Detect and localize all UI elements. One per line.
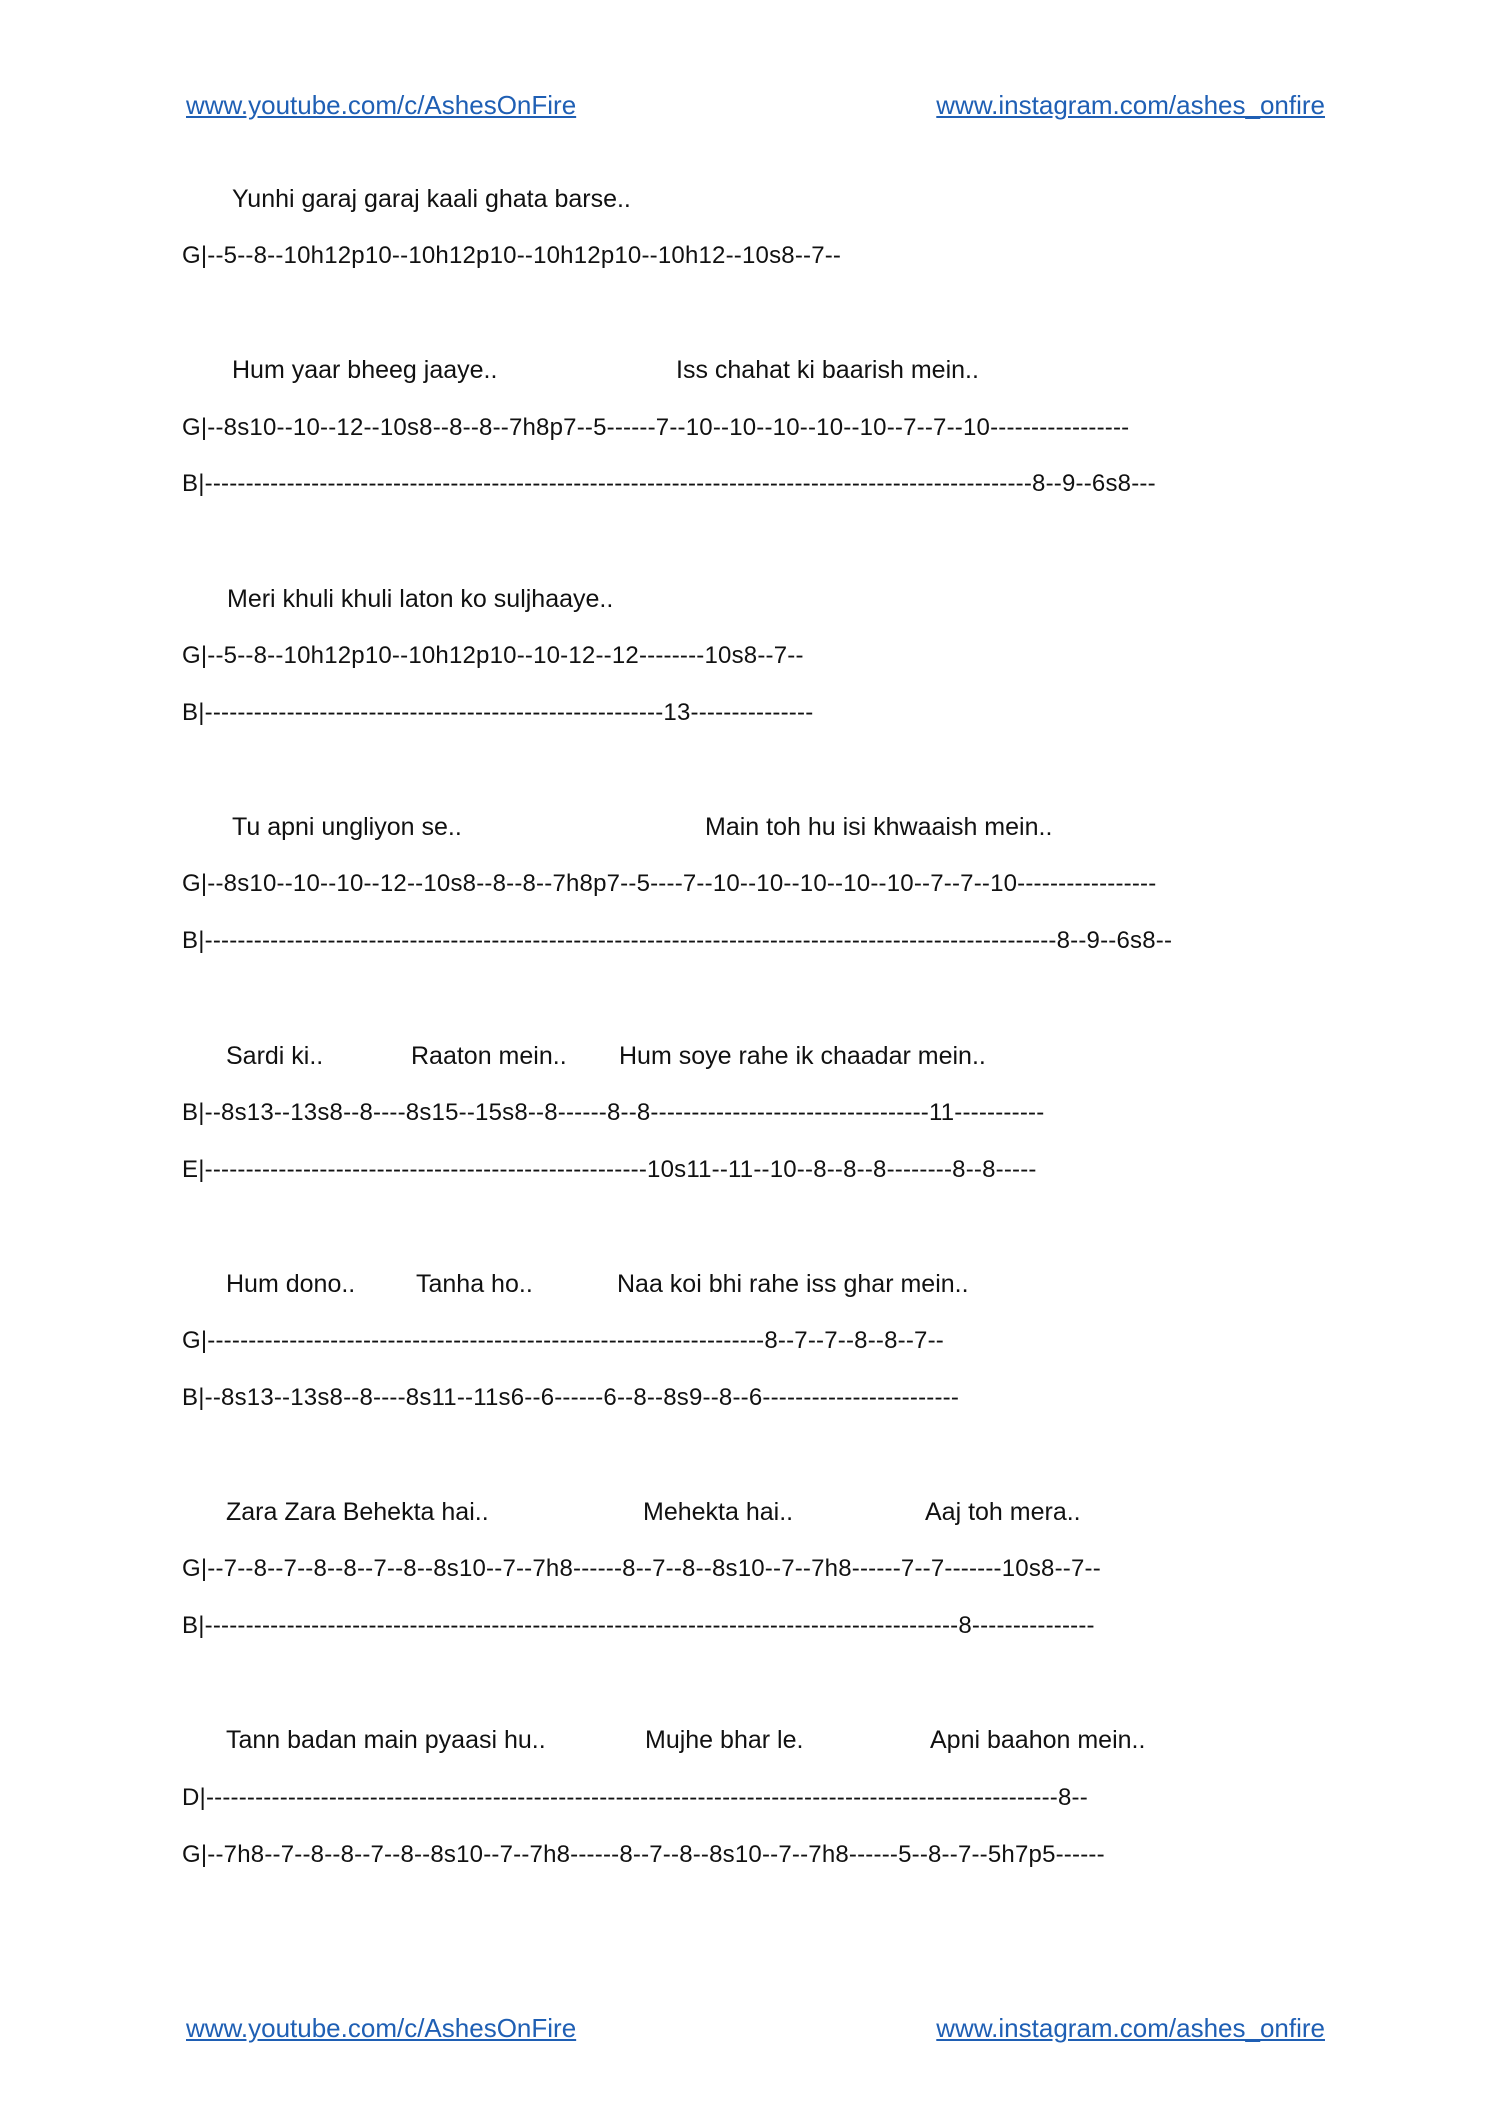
- tab-line: B|--------------------------------------------------------------------------------------------------------8--9--6s8--: [182, 927, 1173, 954]
- lyric-line: Mujhe bhar le.: [645, 1726, 804, 1754]
- tab-line: B|--------------------------------------------------------------------------------------------8---------------: [182, 1612, 1095, 1639]
- youtube-link[interactable]: www.youtube.com/c/AshesOnFire: [186, 2013, 577, 2043]
- lyric-line: Mehekta hai..: [643, 1498, 794, 1526]
- lyric-line: Tann badan main pyaasi hu..: [226, 1726, 546, 1754]
- lyric-line: Raaton mein..: [411, 1042, 567, 1070]
- lyric-line: Main toh hu isi khwaaish mein..: [705, 813, 1053, 841]
- tab-line: B|--------------------------------------------------------13---------------: [182, 699, 814, 726]
- tab-line: G|--5--8--10h12p10--10h12p10--10h12p10--10h12--10s8--7--: [182, 242, 842, 269]
- lyric-line: Aaj toh mera..: [925, 1498, 1081, 1526]
- tab-line: G|--------------------------------------------------------------------8--7--7--8--8--7--: [182, 1327, 944, 1354]
- lyric-line: Hum dono..: [226, 1270, 356, 1298]
- tab-line: B|--8s13--13s8--8----8s11--11s6--6------6--8--8s9--8--6------------------------: [182, 1384, 960, 1411]
- lyric-line: Hum yaar bheeg jaaye..: [232, 356, 498, 384]
- lyric-line: Apni baahon mein..: [930, 1726, 1146, 1754]
- lyric-line: Meri khuli khuli laton ko suljhaaye..: [227, 585, 614, 613]
- lyric-line: Yunhi garaj garaj kaali ghata barse..: [232, 185, 631, 213]
- tab-line: G|--5--8--10h12p10--10h12p10--10-12--12--------10s8--7--: [182, 642, 804, 669]
- tab-line: E|------------------------------------------------------10s11--11--10--8--8--8--------8--8-----: [182, 1156, 1037, 1183]
- lyric-line: Hum soye rahe ik chaadar mein..: [619, 1042, 986, 1070]
- tab-line: D|--------------------------------------------------------------------------------------------------------8--: [182, 1784, 1088, 1811]
- instagram-link[interactable]: www.instagram.com/ashes_onfire: [936, 90, 1325, 120]
- lyric-line: Iss chahat ki baarish mein..: [676, 356, 979, 384]
- instagram-link[interactable]: www.instagram.com/ashes_onfire: [936, 2013, 1325, 2043]
- tab-line: G|--7h8--7--8--8--7--8--8s10--7--7h8------8--7--8--8s10--7--7h8------5--8--7--5h7p5------: [182, 1841, 1105, 1868]
- tab-line: B|--8s13--13s8--8----8s15--15s8--8------8--8----------------------------------11-----------: [182, 1099, 1045, 1126]
- lyric-line: Tanha ho..: [416, 1270, 533, 1298]
- tab-line: B|-----------------------------------------------------------------------------------------------------8--9--6s8---: [182, 470, 1156, 497]
- tab-line: G|--8s10--10--12--10s8--8--8--7h8p7--5------7--10--10--10--10--10--7--7--10-----------------: [182, 414, 1130, 441]
- youtube-link[interactable]: www.youtube.com/c/AshesOnFire: [186, 90, 577, 120]
- lyric-line: Zara Zara Behekta hai..: [226, 1498, 489, 1526]
- lyric-line: Sardi ki..: [226, 1042, 324, 1070]
- lyric-line: Tu apni ungliyon se..: [232, 813, 462, 841]
- tab-line: G|--8s10--10--10--12--10s8--8--8--7h8p7--5----7--10--10--10--10--10--7--7--10-----------------: [182, 870, 1157, 897]
- lyric-line: Naa koi bhi rahe iss ghar mein..: [617, 1270, 969, 1298]
- tab-line: G|--7--8--7--8--8--7--8--8s10--7--7h8------8--7--8--8s10--7--7h8------7--7-------10s8--7--: [182, 1555, 1101, 1582]
